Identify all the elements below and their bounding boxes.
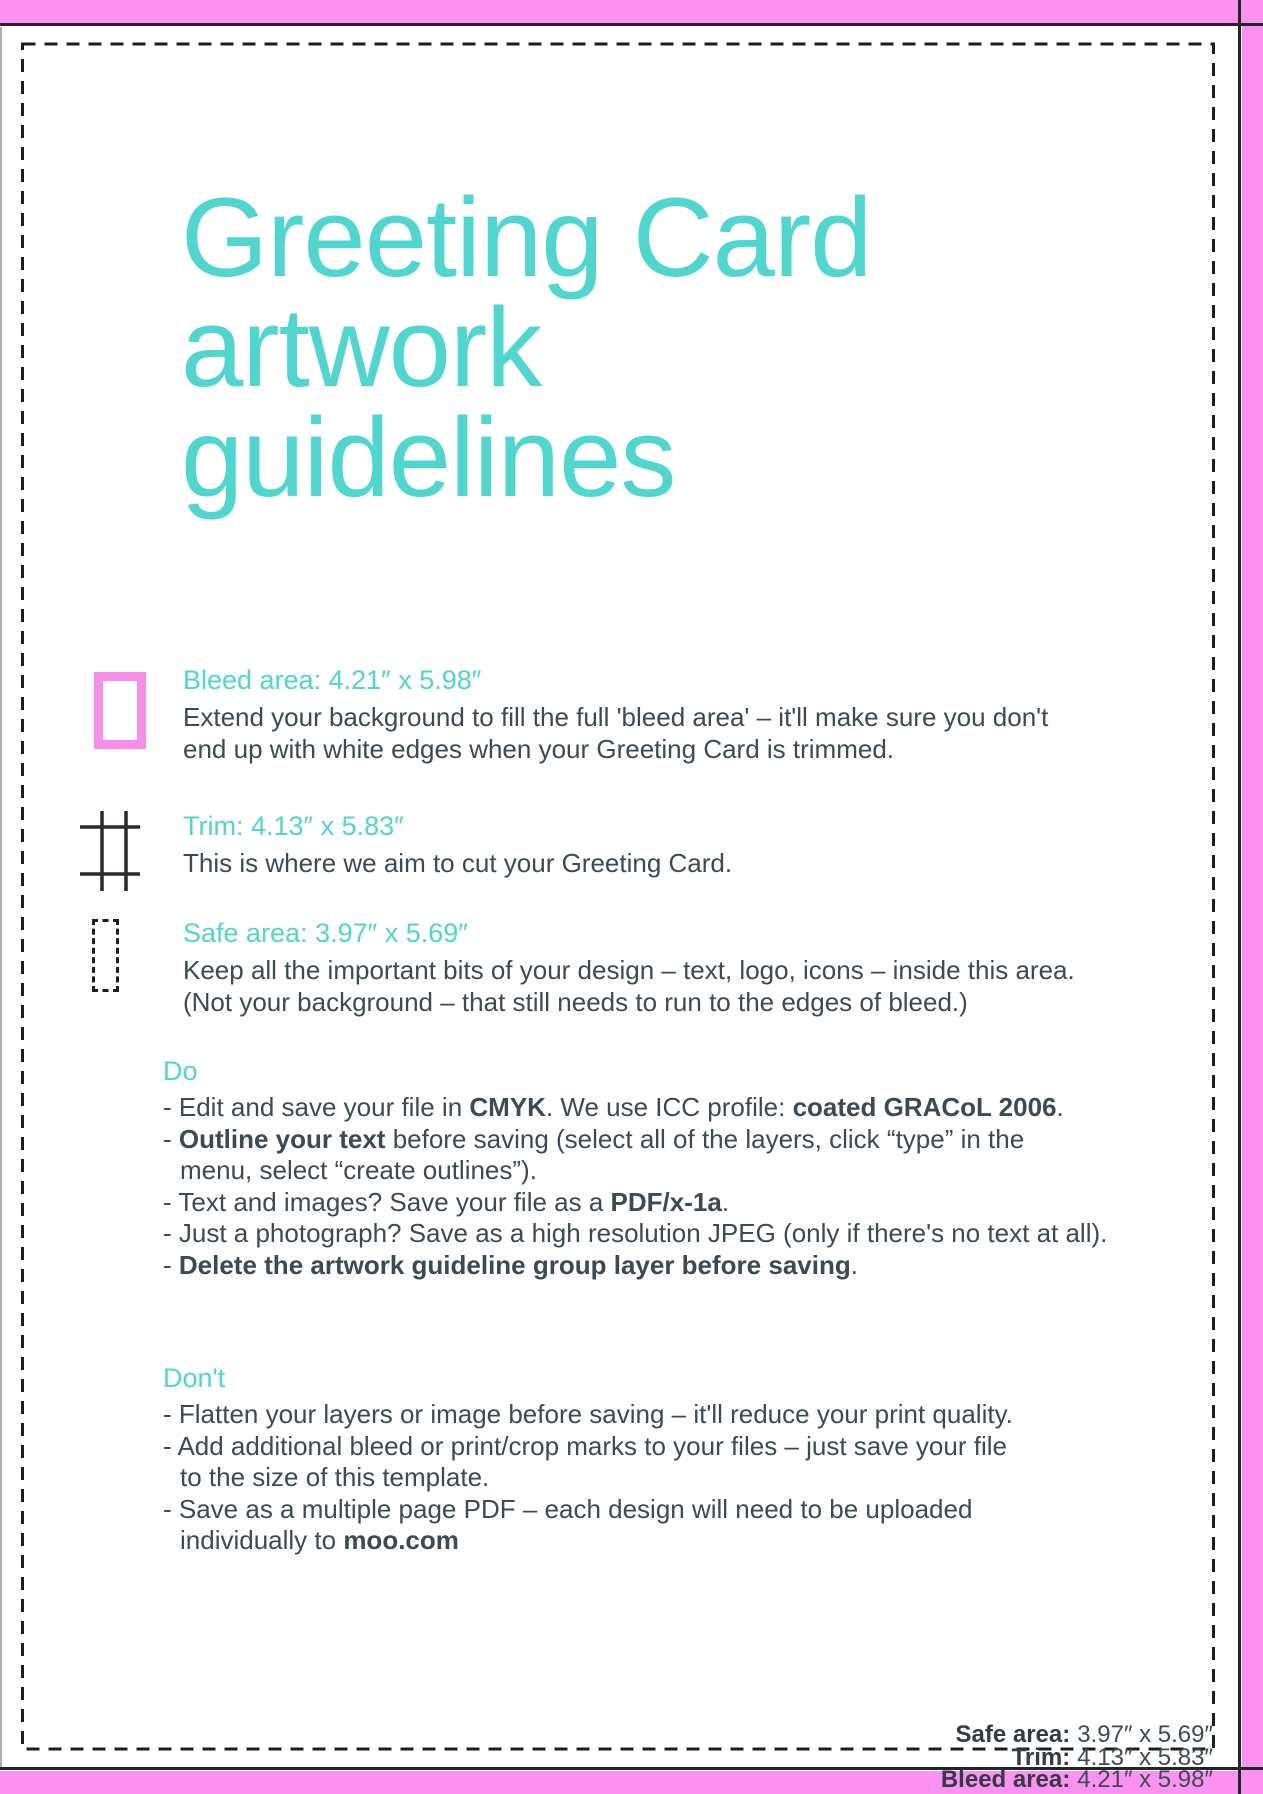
bleed-heading: Bleed area: 4.21″ x 5.98″ <box>183 665 482 695</box>
safe-size-label-value: 3.97″ x 5.69″ <box>1077 1721 1213 1748</box>
dont-list-item: - Save as a multiple page PDF – each design will need to be uploaded individually to moo.com <box>163 1493 973 1555</box>
safe-size-label-key: Safe area: <box>955 1721 1071 1748</box>
do-list-item: - Edit and save your file in CMYK. We use ICC profile: coated GRACoL 2006. <box>163 1092 1064 1122</box>
bleed-size-label-key: Bleed area: <box>940 1766 1071 1793</box>
bleed-size-label <box>941 1768 1213 1791</box>
safe-body-line: (Not your background – that still needs to run to the edges of bleed.) <box>183 986 968 1017</box>
do-list-item: - Delete the artwork guideline group layer before saving. <box>163 1249 858 1280</box>
title-line-1: Greeting Card <box>181 175 872 300</box>
do-list-item: - Outline your text before saving (select all of the layers, click “type” in the menu, select “create outlines”). <box>163 1123 1025 1185</box>
safe-body-line: Keep all the important bits of your design – text, logo, icons – inside this area. <box>183 955 1075 985</box>
do-heading: Do <box>163 1056 198 1086</box>
dont-list-item: - Flatten your layers or image before saving – it'll reduce your print quality. <box>163 1399 1013 1429</box>
dont-section <box>163 1362 1013 1557</box>
dont-heading: Don't <box>163 1363 226 1393</box>
safe-size-label <box>956 1723 1214 1746</box>
do-section <box>163 1055 1107 1281</box>
bleed-size-label-value: 4.21″ x 5.98″ <box>1077 1766 1213 1793</box>
legend-trim-section <box>183 810 732 880</box>
bleed-area-icon <box>94 672 146 749</box>
do-list-item: - Just a photograph? Save as a high resolution JPEG (only if there's no text at all). <box>163 1218 1108 1248</box>
safe-area-icon <box>92 919 119 992</box>
trim-size-label-value: 4.13″ x 5.83″ <box>1077 1744 1213 1771</box>
trim-size-label-key: Trim: <box>1011 1744 1071 1771</box>
trim-marks-icon <box>80 811 140 891</box>
page-title <box>181 175 872 520</box>
legend-bleed-section <box>183 664 1048 765</box>
safe-heading: Safe area: 3.97″ x 5.69″ <box>183 918 468 948</box>
trim-body-line: This is where we aim to cut your Greeting Card. <box>183 848 733 878</box>
legend-safe-section <box>183 917 1075 1018</box>
bleed-body-line: Extend your background to fill the full 'bleed area' – it'll make sure you don't <box>183 702 1049 732</box>
do-list-item: - Text and images? Save your file as a PDF/x-1a. <box>163 1186 730 1217</box>
trim-heading: Trim: 4.13″ x 5.83″ <box>183 811 404 841</box>
bleed-body-line: end up with white edges when your Greeting Card is trimmed. <box>183 733 895 764</box>
title-line-2: artwork <box>181 285 542 410</box>
title-line-3: guidelines <box>181 395 676 520</box>
dont-list-item: - Add additional bleed or print/crop marks to your files – just save your file to the size of this template. <box>163 1430 1007 1492</box>
